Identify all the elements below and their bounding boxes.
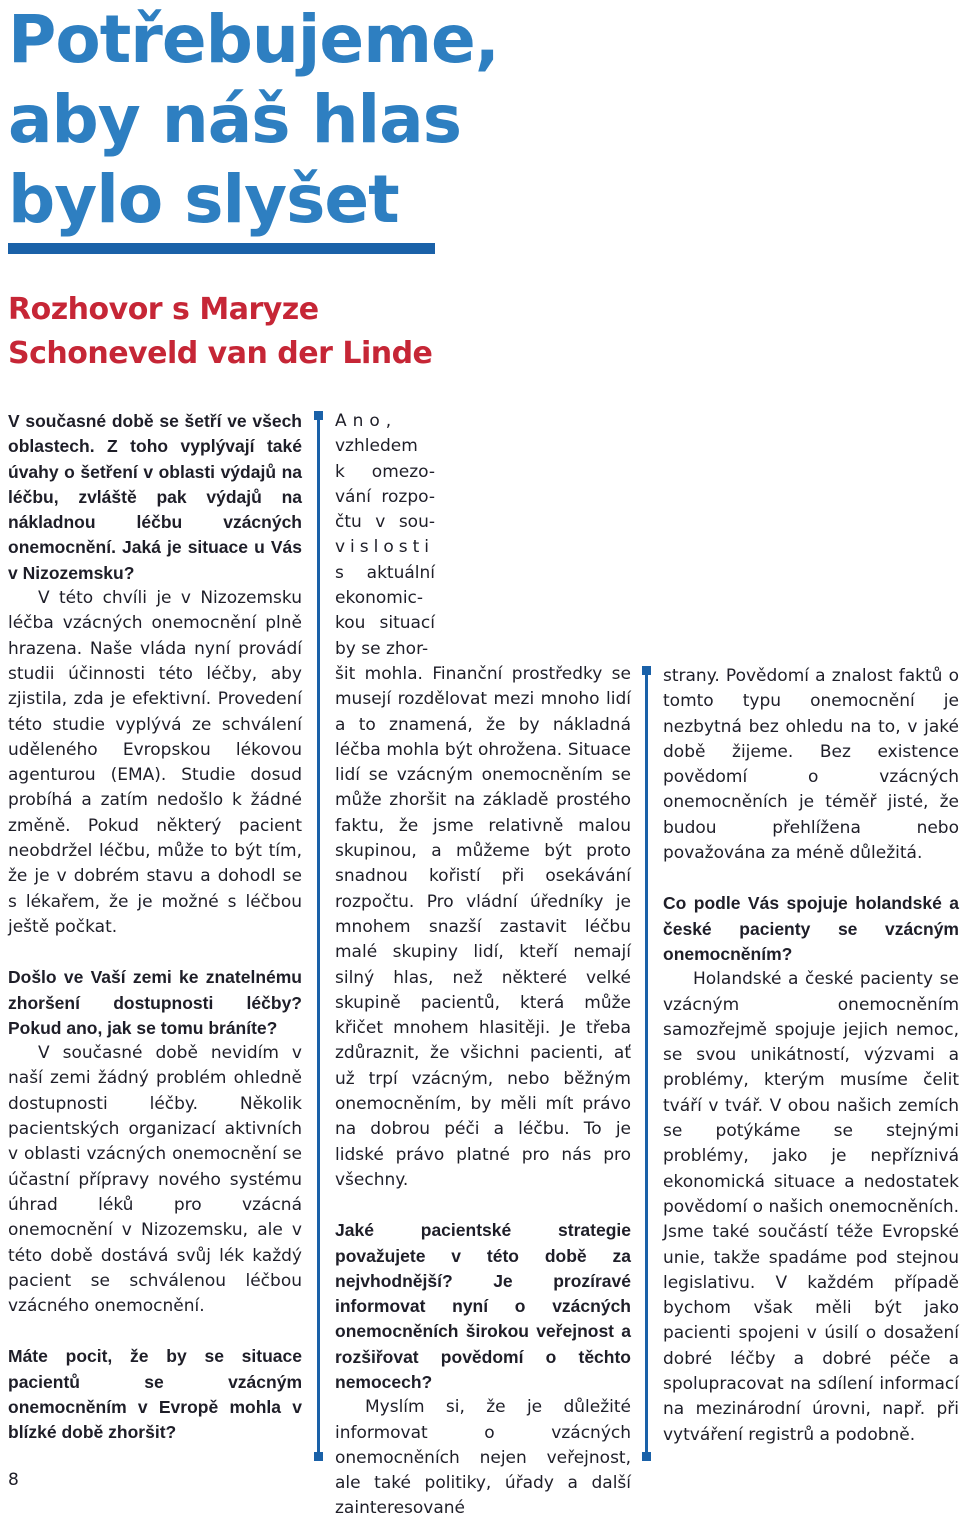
question-3: Máte pocit, že by se situace pacientů se vzácným onemocněním v Evropě mohla v blízké době zhoršit? (8, 1346, 302, 1443)
answer-3-line: k omezo- (335, 461, 435, 482)
answer-3-line: Ano, (335, 411, 398, 431)
answer-3-continued: šit mohla. Finanční prostředky se musejí rozdělovat mezi mnoho lidí a to znamená, že by nákladná léčba mohla být ohrožena. Situace lidí se vzácným onemocněním se může zhoršit na základě prostého faktu, že jsme relativně malou skupinou, a můžeme být proto snadnou kořistí při osekávání rozpočtu. Pro vládní úředníky je mnohem snazší zastavit léčbu malé skupiny lidí, kteří nemají silný hlas, než některé velké skupině pacientů, která může křičet mnohem hlasitěji. Je třeba zdůraznit, že všichni pacienti, ať už trpí vzácným, nebo běžným onemocněním, by měli mít právo na dobrou péči a léčbu. To je lidské právo platné pro nás pro všechny. (335, 663, 631, 1190)
title-line-3: bylo slyšet (8, 161, 399, 238)
column-rule-1 (317, 411, 320, 1461)
column-rule-cap-bottom (314, 1452, 323, 1461)
article-subtitle (8, 288, 432, 376)
answer-3-wrap (335, 409, 435, 662)
answer-5: Holandské a české pacienty se vzácným onemocněním samozřejmě spojuje jejich nemoc, se svou unikátností, výzvami a problémy, kterým musíme čelit tváří v tvář. V obou našich zemích se potýkáme se stejnými problémy, jako je nepříznivá ekonomická situace a nedostatek povědomí o našich onemocněních. Jsme také součástí téže Evropské unie, takže spadáme pod stejnou legislativu. V každém případě bychom však měli být jako pacienti spojeni v úsilí o dosažení dobré léčby a dobré péče a spolupracovat na sdílení informací na mezinárodní úrovni, např. při vytváření registrů a podobně. (663, 969, 959, 1445)
question-1: V současné době se šetří ve všech oblastech. Z toho vyplývají také úvahy o šetření v oblasti výdajů na léčbu, zvláště pak výdajů na nákladnou léčbu vzácných onemocnění. Jaká je situace u Vás v Nizozemsku? (8, 411, 302, 583)
answer-3-line: ekonomic- (335, 588, 424, 609)
answer-4-continued: strany. Povědomí a znalost faktů o tomto typu onemocnění je nezbytná bez ohledu na to, v jaké době žijeme. Bez existence povědomí o vzácných onemocněních je téměř jisté, že budou přehlíženа nebo považována za méně důležitá. (663, 666, 959, 864)
answer-1: V této chvíli je v Nizozemsku léčba vzácných onemocnění plně hrazena. Naše vláda nyní provádí studii účinnosti této léčby, aby zjistila, zda je efektivní. Provedení této studie vyplývá ze schválení uděleného Evropskou lékovou agenturou (EMA). Studie dosud probíhá a zatím nedošlo k žádné změně. Pokud některý pacient neobdržel léčbu, může to být tím, že je v dobrém stavu a dohodl se s lékařem, že je možné s léčbou ještě počkat. (8, 588, 302, 937)
answer-3-line: vislosti (335, 537, 435, 558)
answer-3-line: vzhledem (335, 436, 418, 457)
title-underline-rule (8, 243, 435, 254)
article-title (8, 0, 499, 240)
title-line-2: aby náš hlas (8, 81, 461, 158)
answer-3-line: by se zhor- (335, 638, 429, 659)
column-3 (663, 664, 959, 1448)
question-2: Došlo ve Vaší zemi ke znatelnému zhoršení dostupnosti léčby? Pokud ano, jak se tomu bráníte? (8, 967, 302, 1038)
answer-4: Myslím si, že je důležité informovat o vzácných onemocněních nejen veřejnost, ale také politiky, úřady a další zainteresované (335, 1397, 631, 1519)
subtitle-line-1: Rozhovor s Maryze (8, 292, 319, 327)
column-2 (335, 409, 631, 1522)
page-number: 8 (8, 1470, 19, 1490)
question-5: Co podle Vás spojuje holandské a české pacienty se vzácným onemocněním? (663, 893, 959, 964)
column-1 (8, 409, 302, 1446)
subtitle-line-2: Schoneveld van der Linde (8, 336, 433, 371)
answer-3-line: kou situací (335, 613, 435, 634)
question-4: Jaké pacientské strategie považujete v této době za nejvhodnější? Je prozíravé informovat nyní o vzácných onemocněních širokou veřejnost a rozšiřovat povědomí o těchto nemocech? (335, 1220, 631, 1392)
answer-2: V současné době nevidím v naší zemi žádný problém ohledně dostupnosti léčby. Několik pacientských organizací aktivních v oblasti vzácných onemocnění se účastní přípravy nového systému úhrad léků pro vzácná onemocnění v Nizozemsku, ale v této době dostává svůj lék každý pacient se schválenou léčbou vzácného onemocnění. (8, 1043, 302, 1317)
title-line-1: Potřebujeme, (8, 1, 499, 78)
answer-3-line: s aktuální (335, 562, 435, 583)
answer-3-line: vání rozpo- (335, 486, 435, 507)
column-rule-cap-bottom (642, 1452, 651, 1461)
column-rule-2 (645, 666, 648, 1461)
answer-3-line: čtu v sou- (335, 512, 435, 533)
